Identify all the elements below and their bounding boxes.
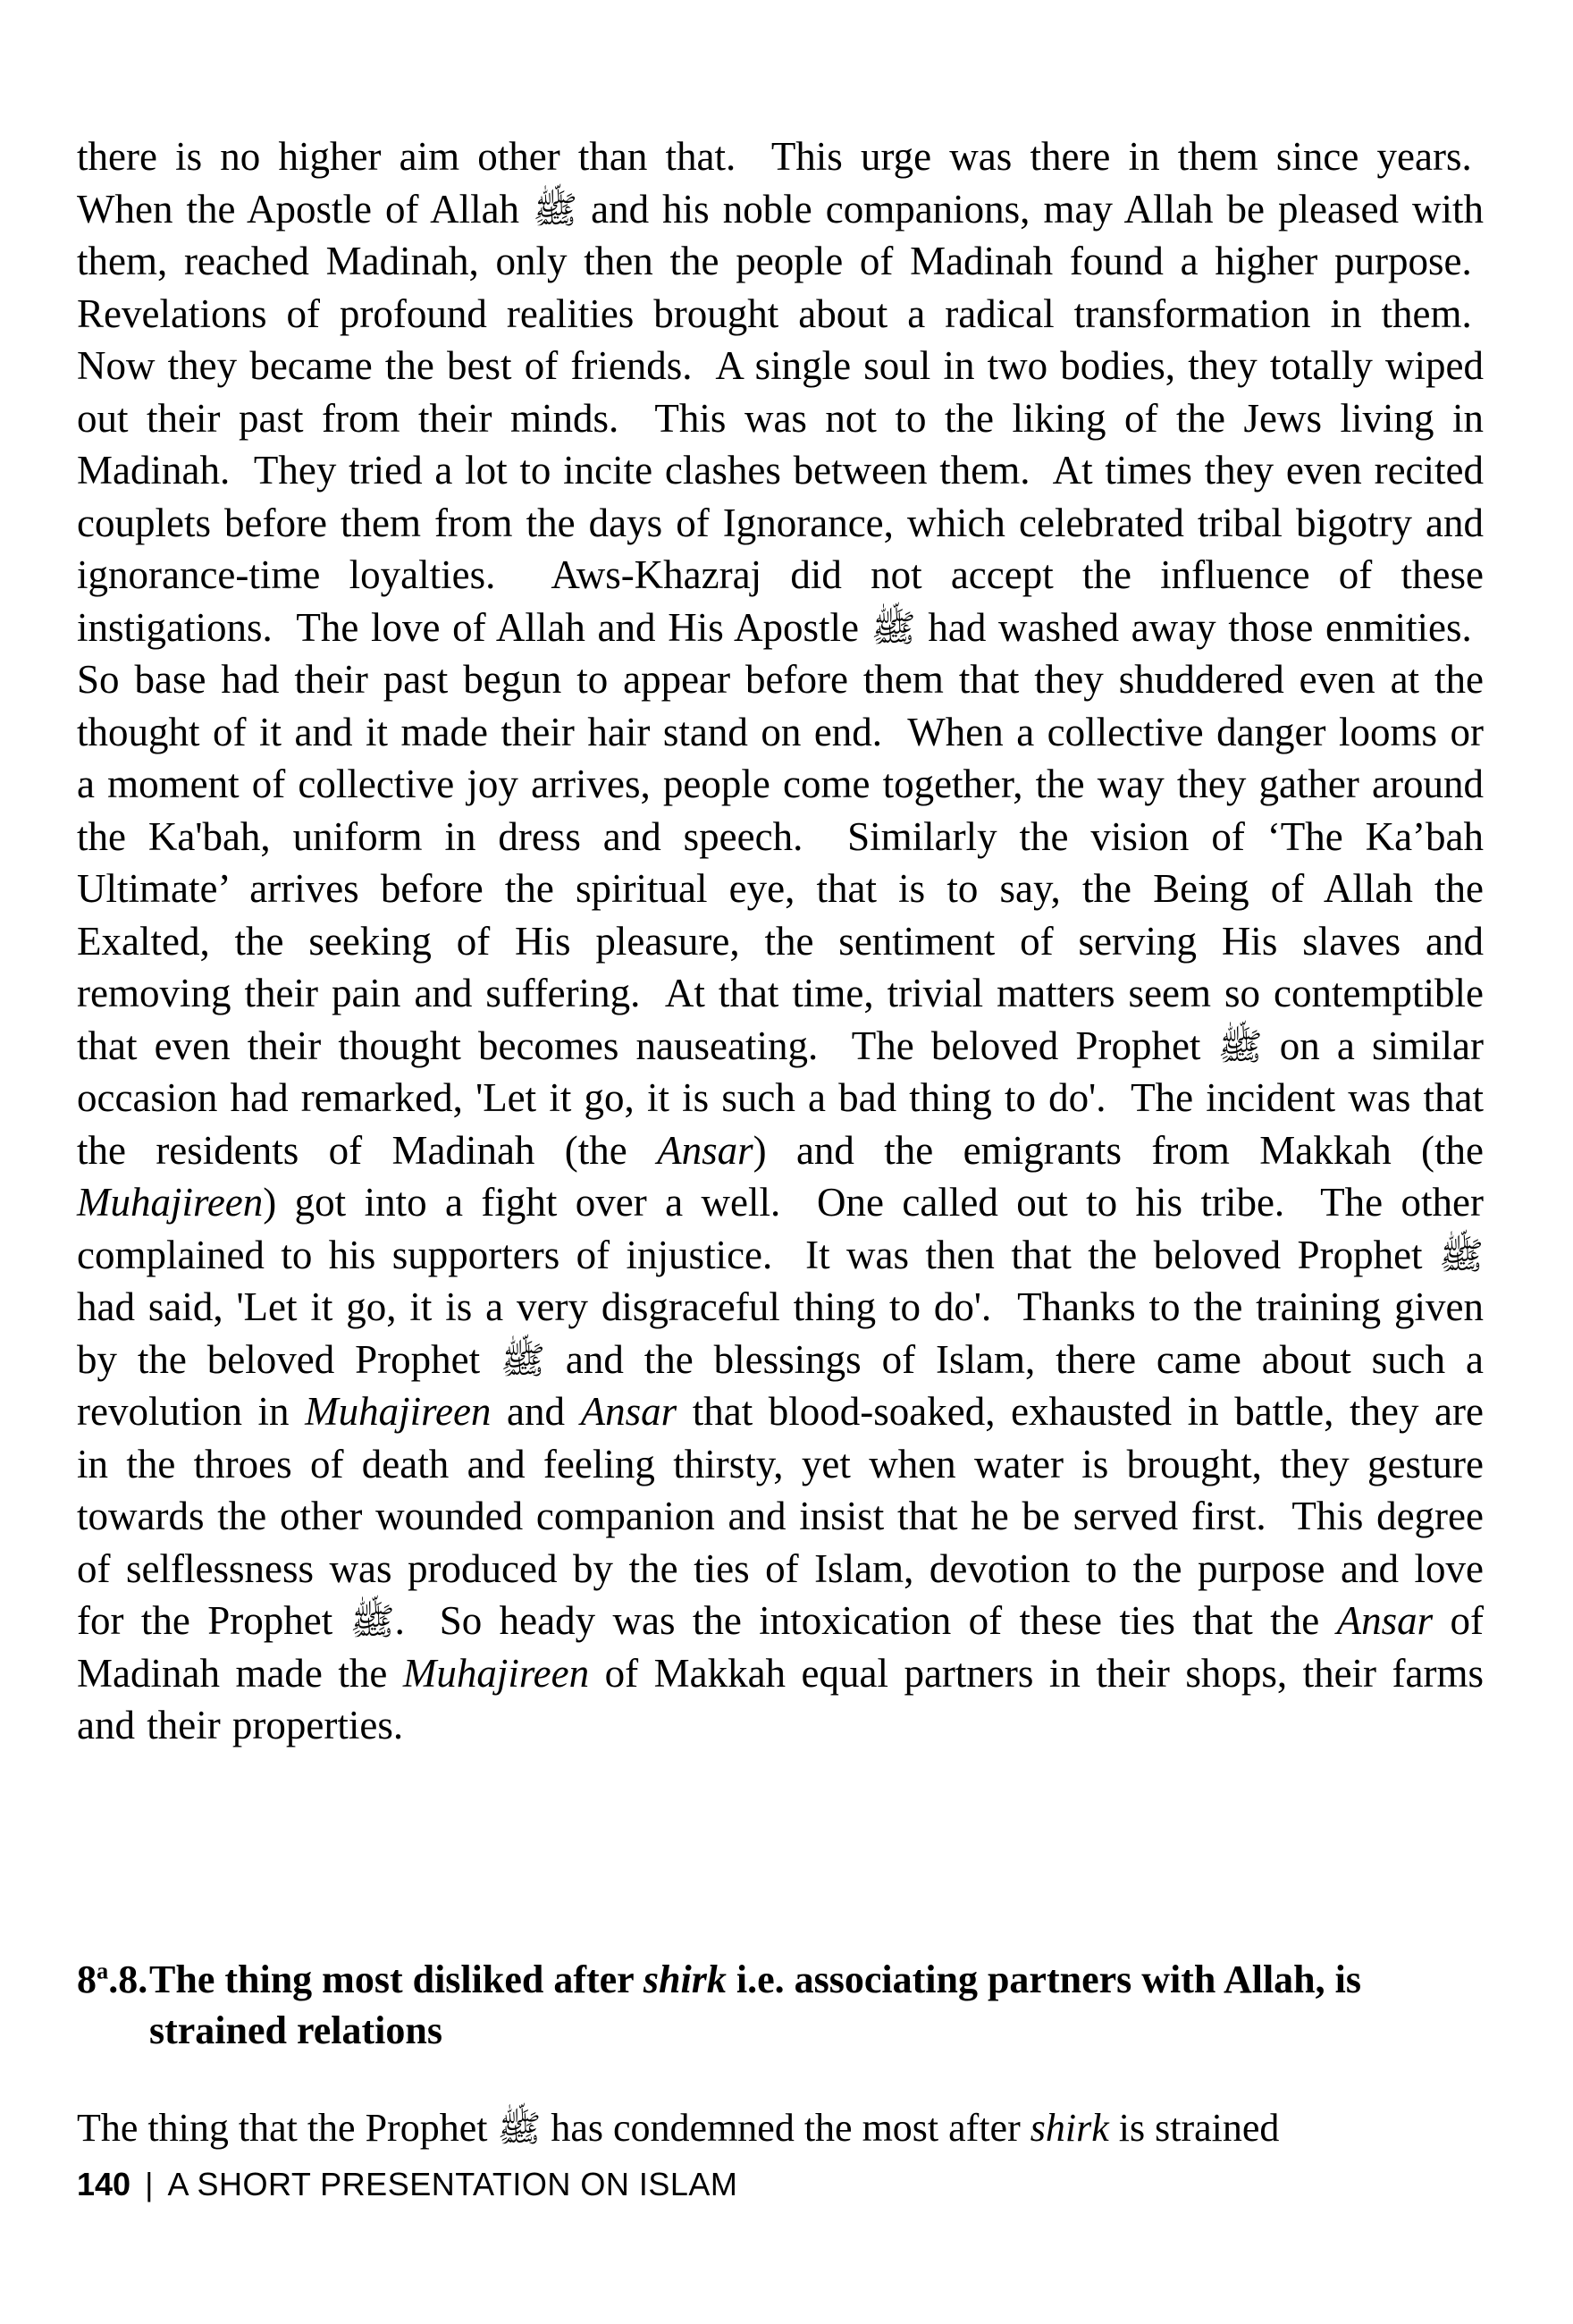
text-run: . So heady was the intoxication of these ties that the (394, 1598, 1337, 1643)
text-run: that blood-soaked, exhausted in battle, they are in the throes of death and feeling thirsty, yet when water is brought, they gesture towards the other wounded companion and insist that he be served first. This degree of selflessness was produced by the ties of Islam, devotion to the purpose and love for the Prophet (77, 1389, 1484, 1643)
italic-term: Ansar (580, 1389, 677, 1434)
footer-separator: | (145, 2166, 154, 2202)
italic-term: shirk (1030, 2106, 1109, 2150)
italic-term: Ansar (657, 1127, 753, 1173)
page-footer (77, 2165, 737, 2204)
text-run: and the blessings of Islam, there came about such a revolution in (77, 1336, 1484, 1434)
prophet-honorific-symbol: ﷺ (533, 188, 578, 232)
final-paragraph (77, 2102, 1496, 2154)
text-run: of Makkah equal partners in their shops, their farms and their properties. (77, 1650, 1484, 1747)
prophet-honorific-symbol: ﷺ (1438, 1234, 1484, 1277)
heading-number-base: 8 (77, 1958, 97, 2001)
text-run: had washed away those enmities. So base had their past begun to appear before them that they shuddered even at the thought of it and it made their hair stand on end. When a collective danger looms or a moment of collective joy arrives, people come together, the way they gather around the Ka'bah, uniform in dress and speech. Similarly the vision of ‘The Ka’bah Ultimate’ arrives before the spiritual eye, that is to say, the Being of Allah the Exalted, the seeking of His pleasure, the sentiment of serving His slaves and removing their pain and suffering. At that time, trivial matters seem so contemptible that even their thought becomes nauseating. The beloved Prophet (77, 604, 1484, 1068)
prophet-honorific-symbol: ﷺ (497, 2107, 542, 2150)
prophet-honorific-symbol: ﷺ (500, 1338, 546, 1382)
heading-number-rest: .8. (108, 1958, 148, 2001)
text-run: The thing that the Prophet (77, 2106, 498, 2150)
text-run: and his noble companions, may Allah be pleased with them, reached Madinah, only then the people of Madinah found a higher purpose. Revelations of profound realities brought about a radical transformation in them. Now they became the best of friends. A single soul in two bodies, they totally wiped out their past from their minds. This was not to the liking of the Jews living in Madinah. They tried a lot to incite clashes between them. At times they even recited couplets before them from the days of Ignorance, which celebrated tribal bigotry and ignorance-time loyalties. Aws-Khazraj did not accept the influence of these instigations. The love of Allah and His Apostle (77, 186, 1484, 650)
italic-term: Ansar (1336, 1598, 1434, 1643)
text-run: on a similar occasion had remarked, 'Let it go, it is such a bad thing to do'. The incident was that the residents of Madinah (the (77, 1023, 1484, 1173)
text-run: is strained (1108, 2106, 1280, 2150)
text-run: of Madinah made the (77, 1598, 1484, 1696)
text-run: i.e. associating partners with Allah, is strained relations (149, 1958, 1362, 2052)
text-run: ) got into a fight over a well. One called out to his tribe. The other complained to his supporters of injustice. It was then that the beloved Prophet (77, 1180, 1484, 1277)
italic-term: shirk (643, 1958, 727, 2001)
section-heading (77, 1954, 1484, 2056)
italic-term: Muhajireen (77, 1180, 264, 1225)
prophet-honorific-symbol: ﷺ (1217, 1024, 1263, 1068)
text-run: The thing most disliked after (149, 1958, 644, 2001)
italic-term: Muhajireen (305, 1389, 492, 1434)
text-run: there is no higher aim other than that. This urge was there in them since years. When the Apostle of Allah (77, 134, 1484, 232)
prophet-honorific-symbol: ﷺ (871, 606, 916, 650)
text-run: ) and the emigrants from Makkah (the (753, 1127, 1485, 1173)
heading-number-superscript: a (97, 1957, 109, 1984)
heading-number (77, 1954, 149, 2056)
prophet-honorific-symbol: ﷺ (349, 1600, 395, 1643)
text-run: had said, 'Let it go, it is a very disgraceful thing to do'. Thanks to the training given by the beloved Prophet (77, 1284, 1484, 1382)
page-number: 140 (77, 2166, 131, 2202)
book-title: A SHORT PRESENTATION ON ISLAM (167, 2166, 738, 2202)
body-paragraph (77, 131, 1484, 1752)
italic-term: Muhajireen (402, 1650, 590, 1696)
heading-title (149, 1954, 1484, 2056)
text-run: has condemned the most after (541, 2106, 1030, 2150)
text-run: and (491, 1389, 581, 1434)
